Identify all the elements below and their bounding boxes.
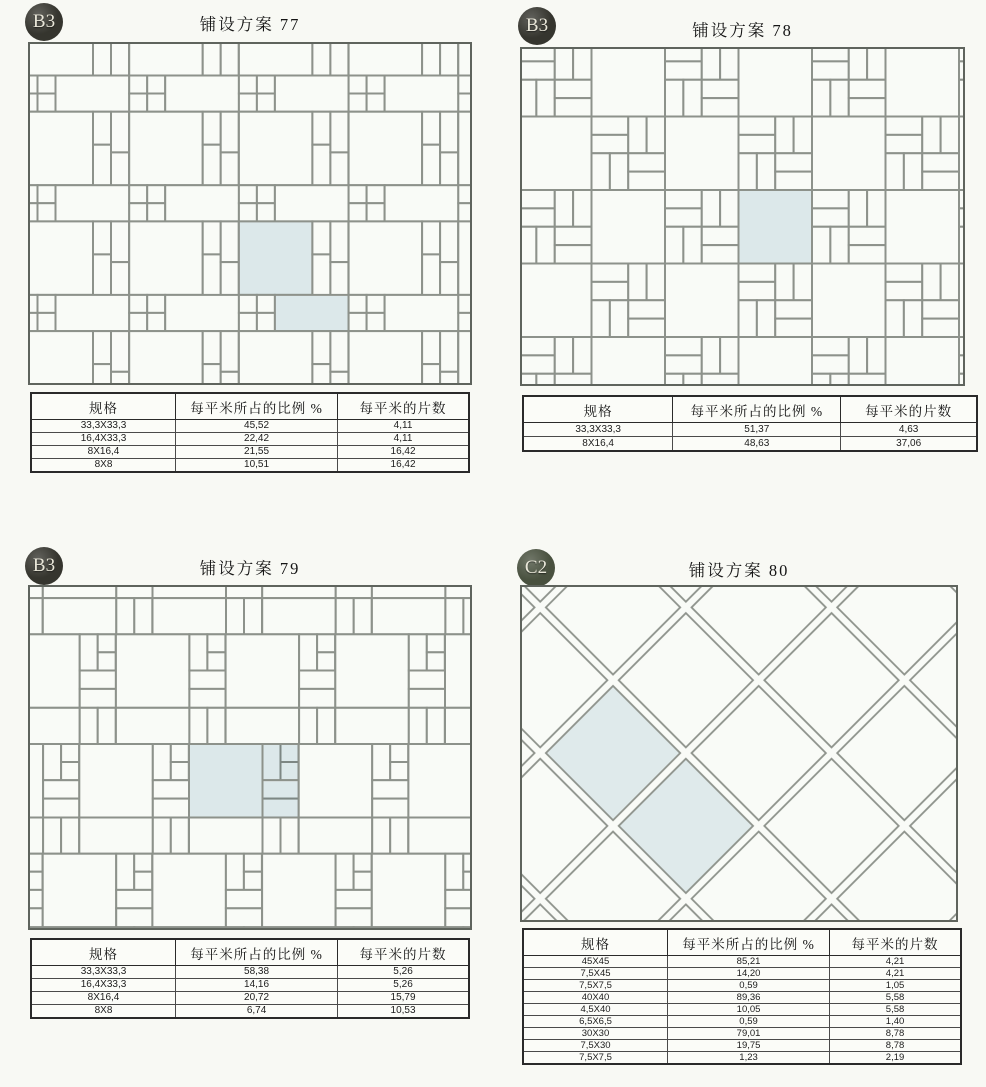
header-row bbox=[523, 396, 977, 423]
spec-cell: 7,5X7,5 bbox=[523, 1052, 668, 1065]
spec-cell: 10,05 bbox=[668, 1004, 830, 1016]
spec-cell: 4,11 bbox=[338, 420, 469, 433]
table-row bbox=[31, 1005, 469, 1019]
column-header: 规格 bbox=[31, 939, 176, 966]
spec-cell: 14,20 bbox=[668, 968, 830, 980]
spec-cell: 6,5X6,5 bbox=[523, 1016, 668, 1028]
tile-pattern-77 bbox=[28, 42, 472, 385]
spec-cell: 40X40 bbox=[523, 992, 668, 1004]
spec-cell: 16,4X33,3 bbox=[31, 433, 176, 446]
spec-cell: 51,37 bbox=[673, 423, 841, 437]
spec-cell: 1,40 bbox=[830, 1016, 961, 1028]
spec-cell: 8X16,4 bbox=[523, 437, 673, 452]
table-row bbox=[31, 446, 469, 459]
spec-cell: 20,72 bbox=[176, 992, 338, 1005]
table-row bbox=[31, 979, 469, 992]
spec-cell: 33,3X33,3 bbox=[523, 423, 673, 437]
spec-cell: 30X30 bbox=[523, 1028, 668, 1040]
panel-title-79: 铺设方案 79 bbox=[199, 559, 301, 578]
tile-pattern-80 bbox=[520, 585, 958, 922]
header-row bbox=[31, 393, 469, 420]
spec-cell: 0,59 bbox=[668, 1016, 830, 1028]
column-header: 每平米所占的比例 % bbox=[176, 939, 338, 966]
spec-table-79 bbox=[30, 938, 470, 1019]
spec-cell: 7,5X7,5 bbox=[523, 980, 668, 992]
spec-cell: 7,5X30 bbox=[523, 1040, 668, 1052]
spec-cell: 16,42 bbox=[338, 459, 469, 473]
column-header: 每平米的片数 bbox=[841, 396, 977, 423]
column-header: 规格 bbox=[523, 929, 668, 956]
spec-cell: 4,11 bbox=[338, 433, 469, 446]
table-row bbox=[523, 437, 977, 452]
spec-cell: 6,74 bbox=[176, 1005, 338, 1019]
column-header: 规格 bbox=[31, 393, 176, 420]
spec-cell: 58,38 bbox=[176, 966, 338, 979]
spec-cell: 48,63 bbox=[673, 437, 841, 452]
spec-cell: 14,16 bbox=[176, 979, 338, 992]
table-row bbox=[523, 1052, 961, 1065]
table-row bbox=[31, 992, 469, 1005]
table-row bbox=[31, 433, 469, 446]
category-badge-c2: C2 bbox=[517, 549, 555, 587]
header-row bbox=[31, 939, 469, 966]
spec-cell: 10,53 bbox=[338, 1005, 469, 1019]
tile-pattern-79 bbox=[28, 585, 472, 930]
category-badge-b3: B3 bbox=[518, 7, 556, 45]
spec-cell: 8X8 bbox=[31, 1005, 176, 1019]
table-row bbox=[523, 968, 961, 980]
spec-cell: 4,63 bbox=[841, 423, 977, 437]
spec-cell: 5,58 bbox=[830, 992, 961, 1004]
column-header: 每平米所占的比例 % bbox=[668, 929, 830, 956]
spec-cell: 0,59 bbox=[668, 980, 830, 992]
spec-cell: 45,52 bbox=[176, 420, 338, 433]
spec-cell: 37,06 bbox=[841, 437, 977, 452]
table-row bbox=[523, 992, 961, 1004]
table-row bbox=[523, 1004, 961, 1016]
spec-cell: 33,3X33,3 bbox=[31, 420, 176, 433]
spec-cell: 21,55 bbox=[176, 446, 338, 459]
table-row bbox=[523, 956, 961, 968]
tile-pattern-78 bbox=[520, 47, 965, 386]
spec-cell: 2,19 bbox=[830, 1052, 961, 1065]
panel-title-80: 铺设方案 80 bbox=[688, 561, 790, 580]
column-header: 每平米的片数 bbox=[338, 393, 469, 420]
column-header: 每平米所占的比例 % bbox=[673, 396, 841, 423]
table-row bbox=[523, 1028, 961, 1040]
spec-cell: 8,78 bbox=[830, 1028, 961, 1040]
spec-table-80 bbox=[522, 928, 962, 1065]
spec-cell: 89,36 bbox=[668, 992, 830, 1004]
table-row bbox=[523, 980, 961, 992]
table-row bbox=[523, 423, 977, 437]
spec-cell: 7,5X45 bbox=[523, 968, 668, 980]
spec-cell: 33,3X33,3 bbox=[31, 966, 176, 979]
spec-cell: 85,21 bbox=[668, 956, 830, 968]
header-row bbox=[523, 929, 961, 956]
column-header: 每平米所占的比例 % bbox=[176, 393, 338, 420]
column-header: 规格 bbox=[523, 396, 673, 423]
spec-cell: 5,26 bbox=[338, 966, 469, 979]
table-row bbox=[31, 966, 469, 979]
table-row bbox=[523, 1016, 961, 1028]
spec-cell: 4,21 bbox=[830, 956, 961, 968]
spec-cell: 1,05 bbox=[830, 980, 961, 992]
spec-cell: 8X16,4 bbox=[31, 992, 176, 1005]
spec-cell: 10,51 bbox=[176, 459, 338, 473]
column-header: 每平米的片数 bbox=[338, 939, 469, 966]
spec-cell: 19,75 bbox=[668, 1040, 830, 1052]
spec-cell: 79,01 bbox=[668, 1028, 830, 1040]
spec-cell: 22,42 bbox=[176, 433, 338, 446]
table-row bbox=[523, 1040, 961, 1052]
category-badge-b3: B3 bbox=[25, 547, 63, 585]
spec-table-78 bbox=[522, 395, 978, 452]
panel-title-77: 铺设方案 77 bbox=[199, 15, 301, 34]
spec-cell: 5,26 bbox=[338, 979, 469, 992]
spec-cell: 8X16,4 bbox=[31, 446, 176, 459]
panel-title-78: 铺设方案 78 bbox=[692, 21, 793, 40]
category-badge-b3: B3 bbox=[25, 3, 63, 41]
spec-cell: 16,4X33,3 bbox=[31, 979, 176, 992]
spec-cell: 4,21 bbox=[830, 968, 961, 980]
table-row bbox=[31, 459, 469, 473]
spec-cell: 15,79 bbox=[338, 992, 469, 1005]
spec-cell: 5,58 bbox=[830, 1004, 961, 1016]
spec-cell: 8,78 bbox=[830, 1040, 961, 1052]
table-row bbox=[31, 420, 469, 433]
spec-cell: 1,23 bbox=[668, 1052, 830, 1065]
spec-cell: 4,5X40 bbox=[523, 1004, 668, 1016]
spec-cell: 45X45 bbox=[523, 956, 668, 968]
spec-table-77 bbox=[30, 392, 470, 473]
spec-cell: 8X8 bbox=[31, 459, 176, 473]
spec-cell: 16,42 bbox=[338, 446, 469, 459]
column-header: 每平米的片数 bbox=[830, 929, 961, 956]
